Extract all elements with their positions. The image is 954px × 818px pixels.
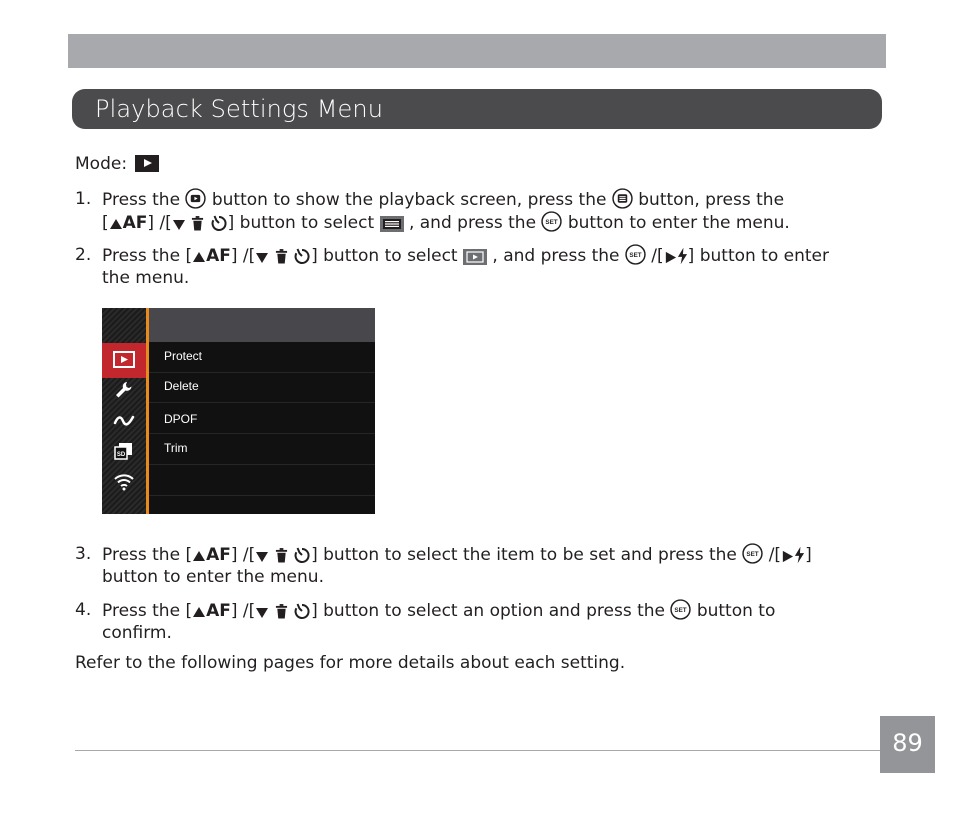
set-button-icon [670, 599, 691, 620]
step-4-number: 4. [75, 600, 92, 620]
menu-item-delete[interactable] [149, 372, 375, 403]
menu-item-label: Delete [164, 379, 199, 393]
right-arrow-icon [664, 250, 677, 265]
menu-tab-icon [380, 216, 404, 232]
self-timer-icon [293, 546, 311, 564]
step-3-text-d: /[ [768, 545, 782, 565]
step-1-text-c: button, press the [638, 190, 785, 210]
step-3-text-c: ] button to select the item to be set and press the [311, 545, 737, 565]
step-2-line-1 [102, 244, 829, 268]
menu-item-protect[interactable] [149, 342, 375, 373]
step-4-text-d: button to [696, 601, 776, 621]
mode-line [75, 153, 159, 176]
up-arrow-icon [192, 548, 206, 564]
down-arrow-icon [255, 249, 269, 265]
step-3-text-a: Press the [ [102, 545, 193, 565]
step-1-text-d: [ [102, 213, 109, 233]
menu-button-icon [612, 188, 633, 209]
menu-item-label: Trim [164, 441, 188, 455]
self-timer-icon [210, 214, 228, 232]
self-timer-icon [293, 247, 311, 265]
menu-item-empty [149, 465, 375, 496]
step-1-text-e: ] /[ [147, 213, 172, 233]
step-2-text-e: /[ [651, 246, 664, 266]
down-arrow-icon [172, 216, 186, 232]
step-1-line-2 [102, 211, 790, 235]
mode-label: Mode: [75, 154, 128, 174]
step-4-text-c: ] button to select an option and press the [311, 601, 666, 621]
up-arrow-icon [109, 216, 123, 232]
flash-icon [794, 546, 805, 564]
step-1-text-f: ] button to select [227, 213, 375, 233]
self-timer-icon [293, 602, 311, 620]
svg-text:SET: SET [674, 606, 688, 614]
step-4-line-2: confirm. [102, 623, 172, 643]
footer-note: Refer to the following pages for more details about each setting. [75, 653, 626, 673]
step-3-text-e: ] [805, 545, 812, 565]
section-title-bar [72, 89, 882, 129]
trash-icon [275, 547, 288, 564]
step-1-line-1 [102, 188, 784, 212]
step-2-text-f: ] button to enter [687, 246, 830, 266]
menu-item-trim[interactable] [149, 434, 375, 465]
menu-header [149, 308, 375, 342]
wrench-icon [112, 378, 136, 402]
svg-text:SET: SET [629, 251, 642, 259]
right-arrow-icon [781, 549, 794, 564]
page-number: 89 [892, 729, 923, 757]
step-4-text-b: ] /[ [230, 601, 256, 621]
step-2-line-2: the menu. [102, 268, 190, 288]
trash-icon [191, 215, 204, 232]
step-2-text-c: ] button to select [311, 246, 458, 266]
step-1-text-a: Press the [102, 190, 181, 210]
svg-text:SET: SET [545, 218, 559, 226]
set-button-icon [541, 211, 562, 232]
step-2-text-b: ] /[ [230, 246, 256, 266]
step-1-text-g: , and press the [408, 213, 537, 233]
af-label: AF [206, 545, 231, 565]
wifi-icon [112, 469, 136, 493]
step-1-text-b: button to show the playback screen, press the [211, 190, 607, 210]
sd-card-icon [112, 439, 136, 463]
page-number-box [880, 716, 935, 773]
menu-item-dpof[interactable] [149, 403, 375, 434]
step-2-number: 2. [75, 245, 92, 265]
set-button-icon [742, 543, 763, 564]
up-arrow-icon [192, 604, 206, 620]
trash-icon [275, 603, 288, 620]
af-label: AF [206, 601, 231, 621]
step-4-line-1 [102, 599, 775, 623]
top-header-bar [68, 34, 886, 68]
step-3-number: 3. [75, 544, 92, 564]
af-label: AF [122, 213, 148, 233]
playback-button-icon [185, 188, 206, 209]
step-3-text-b: ] /[ [230, 545, 256, 565]
footer-rule [75, 750, 881, 751]
step-1-text-h: button to enter the menu. [567, 213, 790, 233]
set-button-icon [625, 244, 646, 265]
down-arrow-icon [255, 548, 269, 564]
step-3-line-1 [102, 543, 812, 567]
step-3-line-2: button to enter the menu. [102, 567, 324, 587]
wave-icon [112, 408, 136, 432]
flash-icon [677, 247, 688, 265]
camera-menu-screenshot [102, 308, 375, 514]
menu-item-label: Protect [164, 349, 203, 363]
svg-text:SET: SET [746, 550, 759, 558]
step-1-number: 1. [75, 189, 92, 209]
menu-item-label: DPOF [164, 412, 198, 426]
down-arrow-icon [255, 604, 269, 620]
playback-mode-icon [135, 155, 159, 172]
playback-menu-tab-icon [463, 249, 487, 265]
svg-text:SD: SD [116, 452, 126, 458]
page-title: Playback Settings Menu [95, 95, 384, 123]
step-2-text-a: Press the [ [102, 246, 193, 266]
step-2-text-d: , and press the [492, 246, 620, 266]
up-arrow-icon [192, 249, 206, 265]
af-label: AF [206, 246, 231, 266]
trash-icon [275, 248, 288, 265]
step-4-text-a: Press the [ [102, 601, 193, 621]
playback-tab-icon [112, 348, 136, 372]
